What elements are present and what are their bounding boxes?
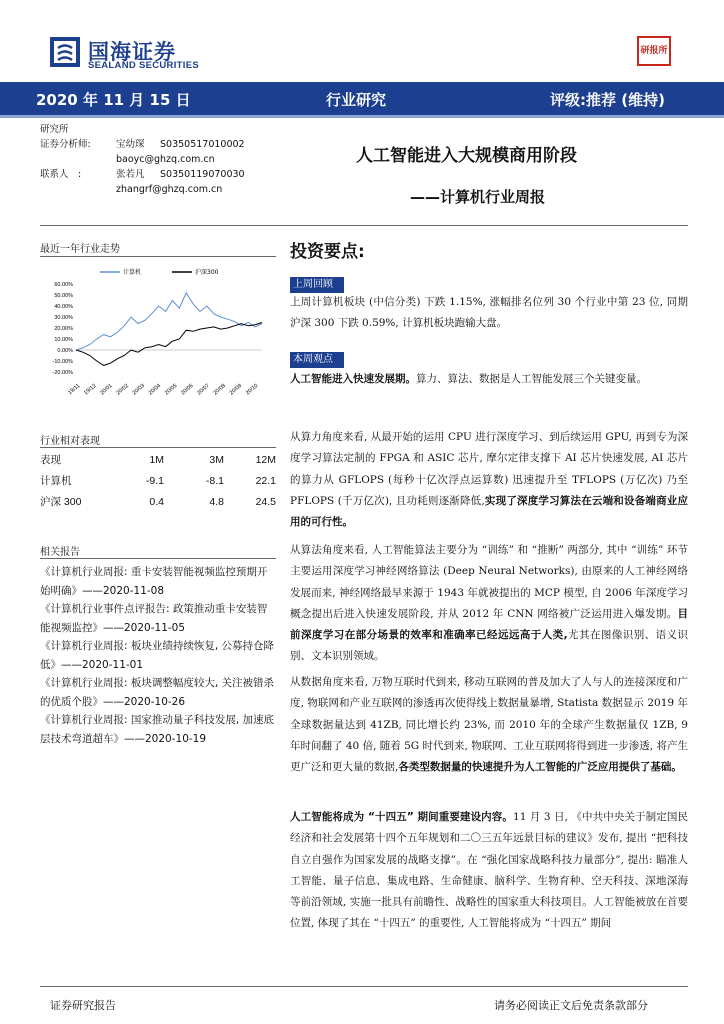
performance-divider (40, 447, 276, 448)
para5-lead: 人工智能将成为 “十四五” 期间重要建设内容。 (290, 811, 514, 823)
paragraph-5 (290, 807, 688, 935)
table-header: 12M (255, 453, 276, 466)
logo-text: 国海证券 (88, 40, 176, 64)
contact-name: 张若凡 (116, 169, 145, 180)
y-tick-label: 50.00% (54, 293, 73, 299)
table-cell: -8.1 (205, 474, 224, 487)
analyst-id: S0350517010002 (160, 139, 245, 150)
report-subtitle: ——计算机行业周报 (410, 188, 546, 206)
y-tick-label: 40.00% (54, 304, 73, 310)
x-tick-label: 20/07 (196, 382, 211, 397)
y-tick-label: 20.00% (54, 326, 73, 332)
legend-label: 沪深300 (195, 269, 219, 276)
report-type: 行业研究 (326, 91, 387, 109)
x-tick-label: 20/09 (228, 382, 244, 397)
para4-text: 从数据角度来看, 万物互联时代到来, 移动互联网的普及加大了人与人的连接深度和广度, 物联网和产业互联网的渗透再次使得线上数据量暴增, Statista 数据显示 2019 年全球数据量达到 41ZB, 同比增长约 23%, 而 2010 年的全球产生数据量仅 1ZB, 9 年时间翻了 40 倍, 随着 5G 时代到来, 物联网、工业互联网将得到进一步渗透, 将产生更广泛和更大量的数据, (290, 676, 688, 774)
analyst-email[interactable]: baoyc@ghzq.com.cn (116, 154, 215, 165)
table-cell: 计算机 (40, 475, 72, 487)
contact-email[interactable]: zhangrf@ghzq.com.cn (116, 184, 223, 195)
tag-outlook: 本周观点 (290, 352, 344, 368)
legend-label: 计算机 (123, 269, 142, 276)
header-divider (40, 225, 688, 226)
table-row (40, 470, 276, 491)
stamp-seal: 研报所 (637, 36, 671, 66)
table-cell: 0.4 (149, 495, 164, 508)
paragraph-3 (290, 540, 688, 668)
x-tick-label: 20/01 (99, 382, 114, 397)
y-tick-label: 10.00% (54, 337, 73, 343)
para4-conclusion: 各类型数据量的快速提升为人工智能的广泛应用提供了基础。 (398, 761, 682, 774)
chart-title-divider (40, 256, 276, 257)
y-tick-label: 60.00% (54, 282, 73, 288)
header-band (0, 82, 724, 118)
para2-text: 从算力角度来看, 从最开始的运用 CPU 进行深度学习、到后续运用 GPU, 再到专为深度学习算法定制的 FPGA 和 ASIC 芯片, 摩尔定律支撑下 AI 芯片快速发展, AI 芯片的算力从 GFLOPS (每秒十亿次浮点运算数) 迅速提升至 TFLOPS (万亿次) 乃至 PFLOPS (千万亿次), 且功耗则逐渐降低, (290, 431, 688, 507)
x-tick-label: 20/03 (131, 382, 147, 397)
related-item[interactable]: 《计算机行业事件点评报告: 政策推动重卡安装智能视频监控》——2020-11-05 (40, 603, 268, 634)
table-cell: -9.1 (145, 474, 164, 487)
related-item[interactable]: 《计算机行业周报: 板块调整幅度较大, 关注被错杀的优质个股》——2020-10-26 (40, 677, 275, 708)
table-cell: 4.8 (209, 495, 224, 508)
report-date: 2020 年 11 月 15 日 (36, 91, 191, 109)
contact-id: S0350119070030 (160, 169, 245, 180)
related-list (40, 563, 276, 748)
footer-left: 证券研究报告 (50, 999, 116, 1012)
paragraph-4 (290, 672, 688, 778)
footer-right: 请务必阅读正文后免责条款部分 (494, 999, 648, 1012)
related-title: 相关报告 (40, 547, 80, 558)
x-tick-label: 20/06 (180, 382, 195, 397)
para3-text: 从算法角度来看, 人工智能算法主要分为 “训练” 和 “推断” 两部分, 其中 “训练” 环节主要运用深度学习神经网络算法 (Deep Neural Networks), 由原来的人工神经网络发展而来, 神经网络最早来源于 1943 年就被提出的 MCP 模型, 自 2006 年深度学习概念提出后进入快速发展阶段, 并从 2012 年 CNN 网络被广泛运用进入爆发期。 (290, 544, 688, 620)
x-tick-label: 20/10 (244, 382, 260, 397)
table-cell: 22.1 (255, 474, 276, 487)
para5-text: 11 月 3 日, 《中共中央关于制定国民经济和社会发展第十四个五年规划和二〇三五年远景目标的建议》发布, 提出 “把科技自立自强作为国家发展的战略支撑”。在 “强化国家战略科技力量部分”, 提出: 瞄准人工智能、量子信息、集成电路、生命健康、脑科学、生物育种、空天科技、深地深海等前沿领域, 实施一批具有前瞻性、战略性的国家重大科技项目。人工智能被放在首要位置, 体现了其在 “十四五” 的重要性, 人工智能将成为 “十四五” 期间 (290, 811, 688, 930)
chart-legend (100, 268, 219, 276)
para1-text: 算力、算法、数据是人工智能发展三个关键变量。 (416, 373, 647, 385)
y-axis (53, 282, 263, 376)
analyst-name: 宝幼琛 (116, 139, 145, 150)
logo-english: SEALAND SECURITIES (88, 60, 199, 71)
para2-conclusion: 实现了深度学习算法在云端和设备端商业应用的可行性。 (290, 494, 688, 529)
series-line (76, 293, 262, 350)
review-paragraph: 上周计算机板块 (中信分类) 下跌 1.15%, 涨幅排名位列 30 个行业中第 23 位, 同期沪深 300 下跌 0.59%, 计算机板块跑输大盘。 (290, 296, 688, 330)
para3-conclusion: 目前深度学习在部分场景的效率和准确率已经远远高于人类, (290, 607, 688, 642)
tag-review: 上周回顾 (290, 277, 344, 293)
para3-tail: 尤其在图像识别、语义识别、文本识别领域。 (290, 629, 688, 663)
y-tick-label: -20.00% (52, 370, 73, 376)
table-cell: 沪深 300 (40, 496, 82, 508)
x-tick-label: 20/08 (212, 382, 227, 397)
y-tick-label: -10.00% (52, 359, 73, 365)
main-heading: 投资要点: (290, 242, 365, 262)
performance-title: 行业相对表现 (40, 436, 100, 447)
y-tick-label: 0.00% (57, 348, 73, 354)
dept: 研究所 (40, 124, 69, 135)
related-item[interactable]: 《计算机行业周报: 重卡安装智能视频监控预期开始明确》——2020-11-08 (40, 566, 268, 597)
table-header: 1M (149, 453, 164, 466)
table-header: 3M (209, 453, 224, 466)
table-header: 表现 (40, 454, 61, 466)
x-tick-label: 20/04 (147, 382, 163, 397)
paragraph-1 (290, 369, 688, 390)
author-block (40, 122, 330, 197)
x-tick-label: 19/12 (83, 382, 98, 397)
chart-section-title: 最近一年行业走势 (40, 244, 120, 255)
related-item[interactable]: 《计算机行业周报: 板块业绩持续恢复, 公募持仓降低》——2020-11-01 (40, 640, 275, 671)
x-tick-label: 19/11 (67, 382, 82, 397)
para1-lead: 人工智能进入快速发展期。 (290, 373, 416, 385)
performance-table (40, 449, 276, 512)
x-tick-label: 20/05 (163, 382, 179, 397)
series-line (76, 323, 262, 366)
trend-chart (40, 262, 270, 402)
contact-label: 联系人 : (40, 169, 82, 180)
report-title: 人工智能进入大规模商用阶段 (356, 146, 577, 166)
footer-divider (40, 986, 688, 987)
related-item[interactable]: 《计算机行业周报: 国家推动量子科技发展, 加速底层技术弯道超车》——2020-10-19 (40, 714, 275, 745)
x-tick-label: 20/02 (115, 382, 130, 397)
logo-icon (50, 37, 80, 67)
x-axis (67, 383, 259, 396)
analyst-label: 证券分析师: (40, 139, 91, 150)
chart-lines (76, 293, 262, 366)
table-header-row (40, 449, 276, 470)
table-row (40, 491, 276, 512)
table-cell: 24.5 (255, 495, 276, 508)
related-divider (40, 558, 276, 559)
rating: 评级:推荐 (维持) (550, 91, 665, 109)
paragraph-2 (290, 427, 688, 533)
y-tick-label: 30.00% (54, 315, 73, 321)
